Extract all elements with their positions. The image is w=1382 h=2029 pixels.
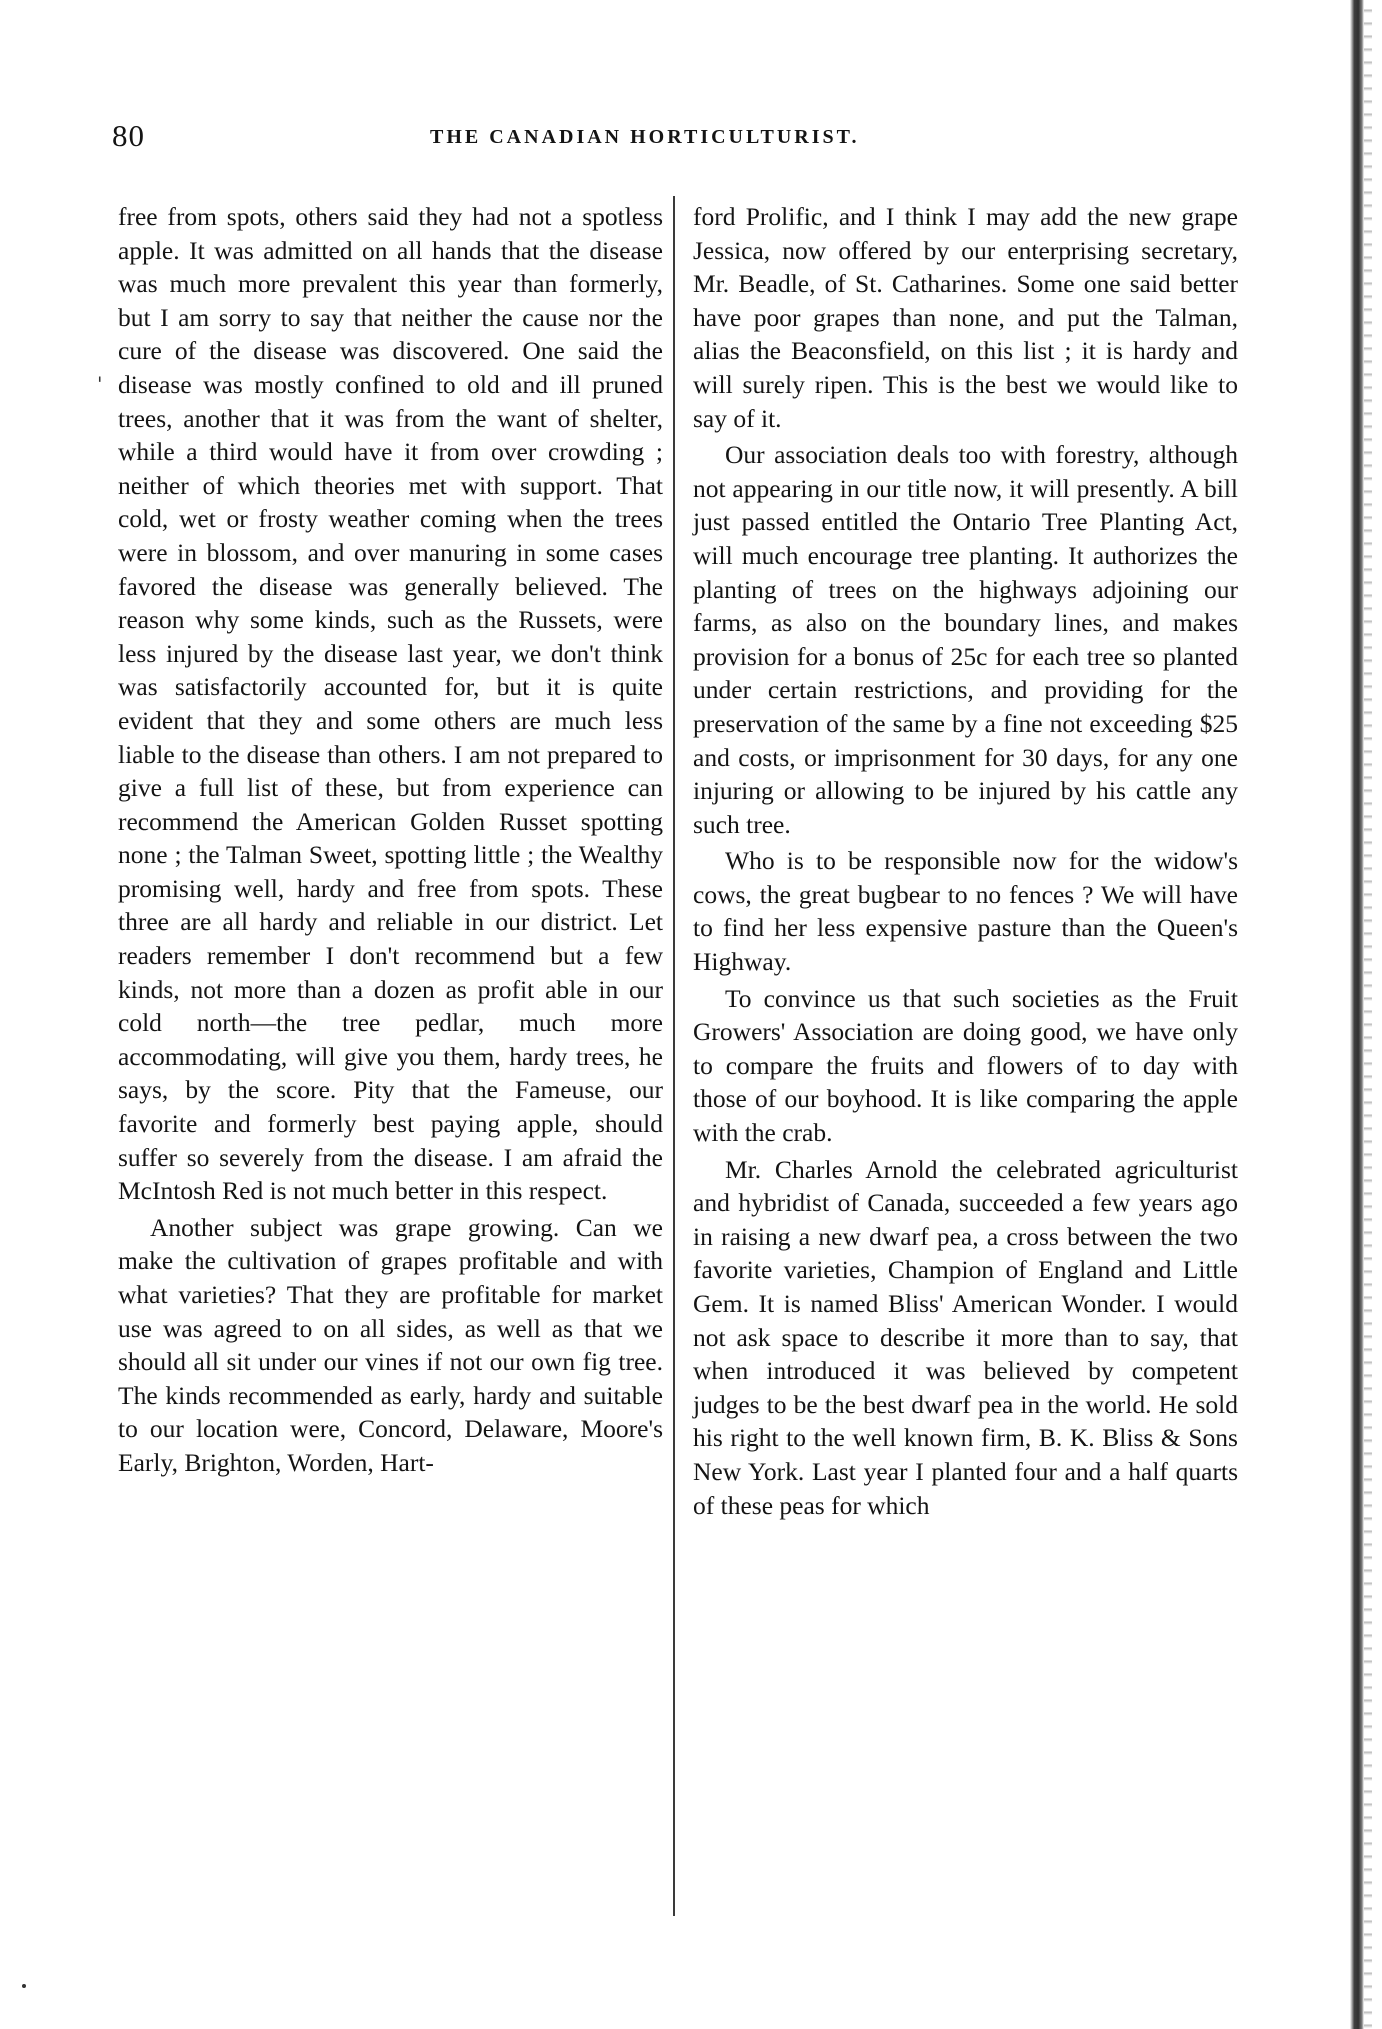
ink-speck [22, 1984, 26, 1988]
page-edge-shadow [1350, 0, 1364, 2029]
right-paragraph-2: Our association deals too with forestry, although not appearing in our title now, it will presently. A bill just passed entitled the Ontario Tree Planting Act, will much encourage tree planting. It authorizes the planting of trees on the highways adjoining our farms, as also on the boundary lines, and makes provision for a bonus of 25c for each tree so planted under certain restrictions, and providing for the preservation of the same by a fine not exceeding $25 and costs, or imprisonment for 30 days, for any one injuring or allowing to be injured by his cattle any such tree. [693, 440, 1238, 839]
right-paragraph-3: Who is to be responsible now for the widow's cows, the great bugbear to no fences ? We will have to find her less expensive pasture than the Queen's Highway. [693, 846, 1238, 977]
margin-mark: ' [97, 372, 103, 396]
running-title: THE CANADIAN HORTICULTURIST. [430, 126, 860, 148]
right-column [693, 200, 1238, 1523]
page-number: 80 [112, 118, 145, 153]
left-paragraph-2: Another subject was grape growing. Can we make the cultivation of grapes profitable and with what varieties? That they are profitable for market use was agreed to on all sides, as well as that we should all sit under our vines if not our own fig tree. The kinds recommended as early, hardy and suitable to our location were, Concord, Delaware, Moore's Early, Brighton, Worden, Hart- [118, 1212, 663, 1477]
left-paragraph-1: free from spots, others said they had not a spotless apple. It was admitted on all hands that the disease was much more prevalent this year than formerly, but I am sorry to say that neither the cause nor the cure of the disease was discovered. One said the disease was mostly confined to old and ill pruned trees, another that it was from the want of shelter, while a third would have it from over crowding ; neither of which theories met with support. That cold, wet or frosty weather coming when the trees were in blossom, and over manuring in some cases favored the disease was generally believed. The reason why some kinds, such as the Russets, were less injured by the disease last year, we don't think was satisfactorily accounted for, but it is quite evident that they and some others are much less liable to the disease than others. I am not prepared to give a full list of these, but from experience can recommend the American Golden Russet spotting none ; the Talman Sweet, spotting little ; the Wealthy promising well, hardy and free from spots. These three are all hardy and reliable in our district. Let readers remember I don't recommend but a few kinds, not more than a dozen as profit able in our cold north—the tree pedlar, much more accommodating, will give you them, hardy trees, he says, by the score. Pity that the Fameuse, our favorite and formerly best paying apple, should suffer so severely from the disease. I am afraid the McIntosh Red is not much better in this respect. [118, 202, 663, 1206]
right-paragraph-1: ford Prolific, and I think I may add the new grape Jessica, now offered by our enterprising secretary, Mr. Beadle, of St. Catharines. Some one said better have poor grapes than none, and put the Talman, alias the Beaconsfield, on this list ; it is hardy and will surely ripen. This is the best we would like to say of it. [693, 202, 1238, 433]
page-edge-texture [1364, 0, 1372, 2029]
left-column [118, 200, 663, 1481]
column-divider [673, 196, 675, 1916]
right-paragraph-5: Mr. Charles Arnold the celebrated agriculturist and hybridist of Canada, succeeded a few years ago in raising a new dwarf pea, a cross between the two favorite varieties, Champion of England and Little Gem. It is named Bliss' American Wonder. I would not ask space to describe it more than to say, that when introduced it was believed by competent judges to be the best dwarf pea in the world. He sold his right to the well known firm, B. K. Bliss & Sons New York. Last year I planted four and a half quarts of these peas for which [693, 1154, 1238, 1520]
right-paragraph-4: To convince us that such societies as the Fruit Growers' Association are doing good, we have only to compare the fruits and flowers of to day with those of our boyhood. It is like comparing the apple with the crab. [693, 983, 1238, 1148]
